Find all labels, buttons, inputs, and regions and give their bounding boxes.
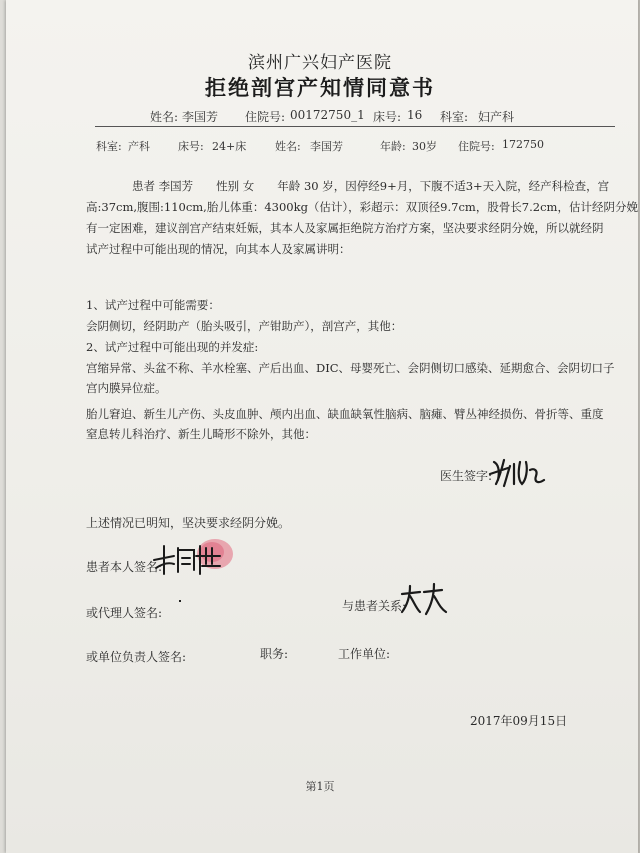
signature-date: 2017年09月15日	[470, 714, 568, 728]
header2-admission-label: 住院号:	[458, 140, 495, 153]
intro-line: 有一定困难，建议剖宫产结束妊娠，其本人及家属拒绝院方治疗方案，坚决要求经阴分娩，所以就经阴	[86, 221, 604, 235]
intro-line: 试产过程中可能出现的情况，向其本人及家属讲明：	[86, 242, 351, 256]
header1-dept-label: 科室:	[440, 110, 469, 124]
header2-age-value: 30岁	[412, 140, 437, 153]
hospital-name: 滨州广兴妇产医院	[248, 53, 392, 73]
header2-dept-label: 科室:	[96, 140, 122, 153]
header1-name-value: 李国芳	[182, 110, 219, 124]
header1-admission-value: 00172750_1	[290, 108, 365, 122]
section-list	[86, 295, 620, 358]
relation-handwriting	[400, 582, 448, 616]
complication-line: 宫缩异常、头盆不称、羊水栓塞、产后出血、DIC、母婴死亡、会阴侧切口感染、延期愈合、会阴切口子	[86, 361, 615, 375]
consent-statement: 上述情况已明知，坚决要求经阴分娩。	[86, 516, 291, 530]
header2-name-value: 李国芳	[310, 140, 343, 153]
header-divider	[95, 126, 615, 127]
header2-name-label: 姓名:	[275, 140, 301, 153]
patient-signature	[150, 534, 240, 582]
header2-bed-label: 床号:	[178, 140, 204, 153]
header1-admission-label: 住院号:	[245, 110, 286, 124]
section1-text: 会阴侧切，经阴助产（胎头吸引，产钳助产），剖宫产，其他：	[86, 319, 403, 333]
section1-title: 1、试产过程中可能需要：	[86, 298, 220, 312]
header1-bed-label: 床号:	[373, 110, 402, 124]
doctor-signature	[488, 452, 550, 490]
header2-dept-value: 产科	[128, 140, 150, 153]
intro-line: 患者 李国芳 性别 女 年龄 30 岁，因停经9+月，下腹不适3+天入院，经产科检查，宫	[132, 179, 610, 193]
intro-line: 高:37cm,腹围:110cm,胎儿体重：4300kg（估计），彩超示：双顶径9.7cm，股骨长7.2cm，估计经阴分娩	[86, 200, 638, 214]
proxy-mark	[179, 600, 181, 602]
relation-label: 与患者关系:	[342, 599, 407, 613]
doctor-signature-label: 医生签字:	[440, 469, 493, 483]
complication-line: 宫内膜异位症。	[86, 381, 167, 395]
header1-bed-value: 16	[407, 108, 423, 122]
header2-age-label: 年龄:	[380, 140, 406, 153]
page-number: 第1页	[305, 780, 335, 793]
header1-name-label: 姓名:	[150, 110, 179, 124]
complication-line: 胎儿窘迫、新生儿产伤、头皮血肿、颅内出血、缺血缺氧性脑病、脑瘫、臂丛神经损伤、骨折等、重度	[86, 407, 604, 421]
header2-bed-value: 24+床	[212, 140, 247, 153]
section2-title: 2、试产过程中可能出现的并发症:	[86, 340, 259, 354]
header1-dept-value: 妇产科	[478, 110, 515, 124]
header2-admission-value: 172750	[502, 138, 544, 151]
workplace-label: 工作单位:	[338, 647, 391, 661]
position-label: 职务:	[260, 647, 289, 661]
proxy-signature-label: 或代理人签名:	[86, 606, 163, 620]
intro-paragraph	[86, 176, 638, 260]
complications-list	[86, 358, 620, 444]
unit-head-label: 或单位负责人签名:	[86, 650, 187, 664]
complication-line: 窒息转儿科治疗、新生儿畸形不除外，其他：	[86, 427, 316, 441]
document-title: 拒绝剖宫产知情同意书	[205, 75, 435, 100]
patient-signature-label: 患者本人签名:	[86, 560, 163, 574]
